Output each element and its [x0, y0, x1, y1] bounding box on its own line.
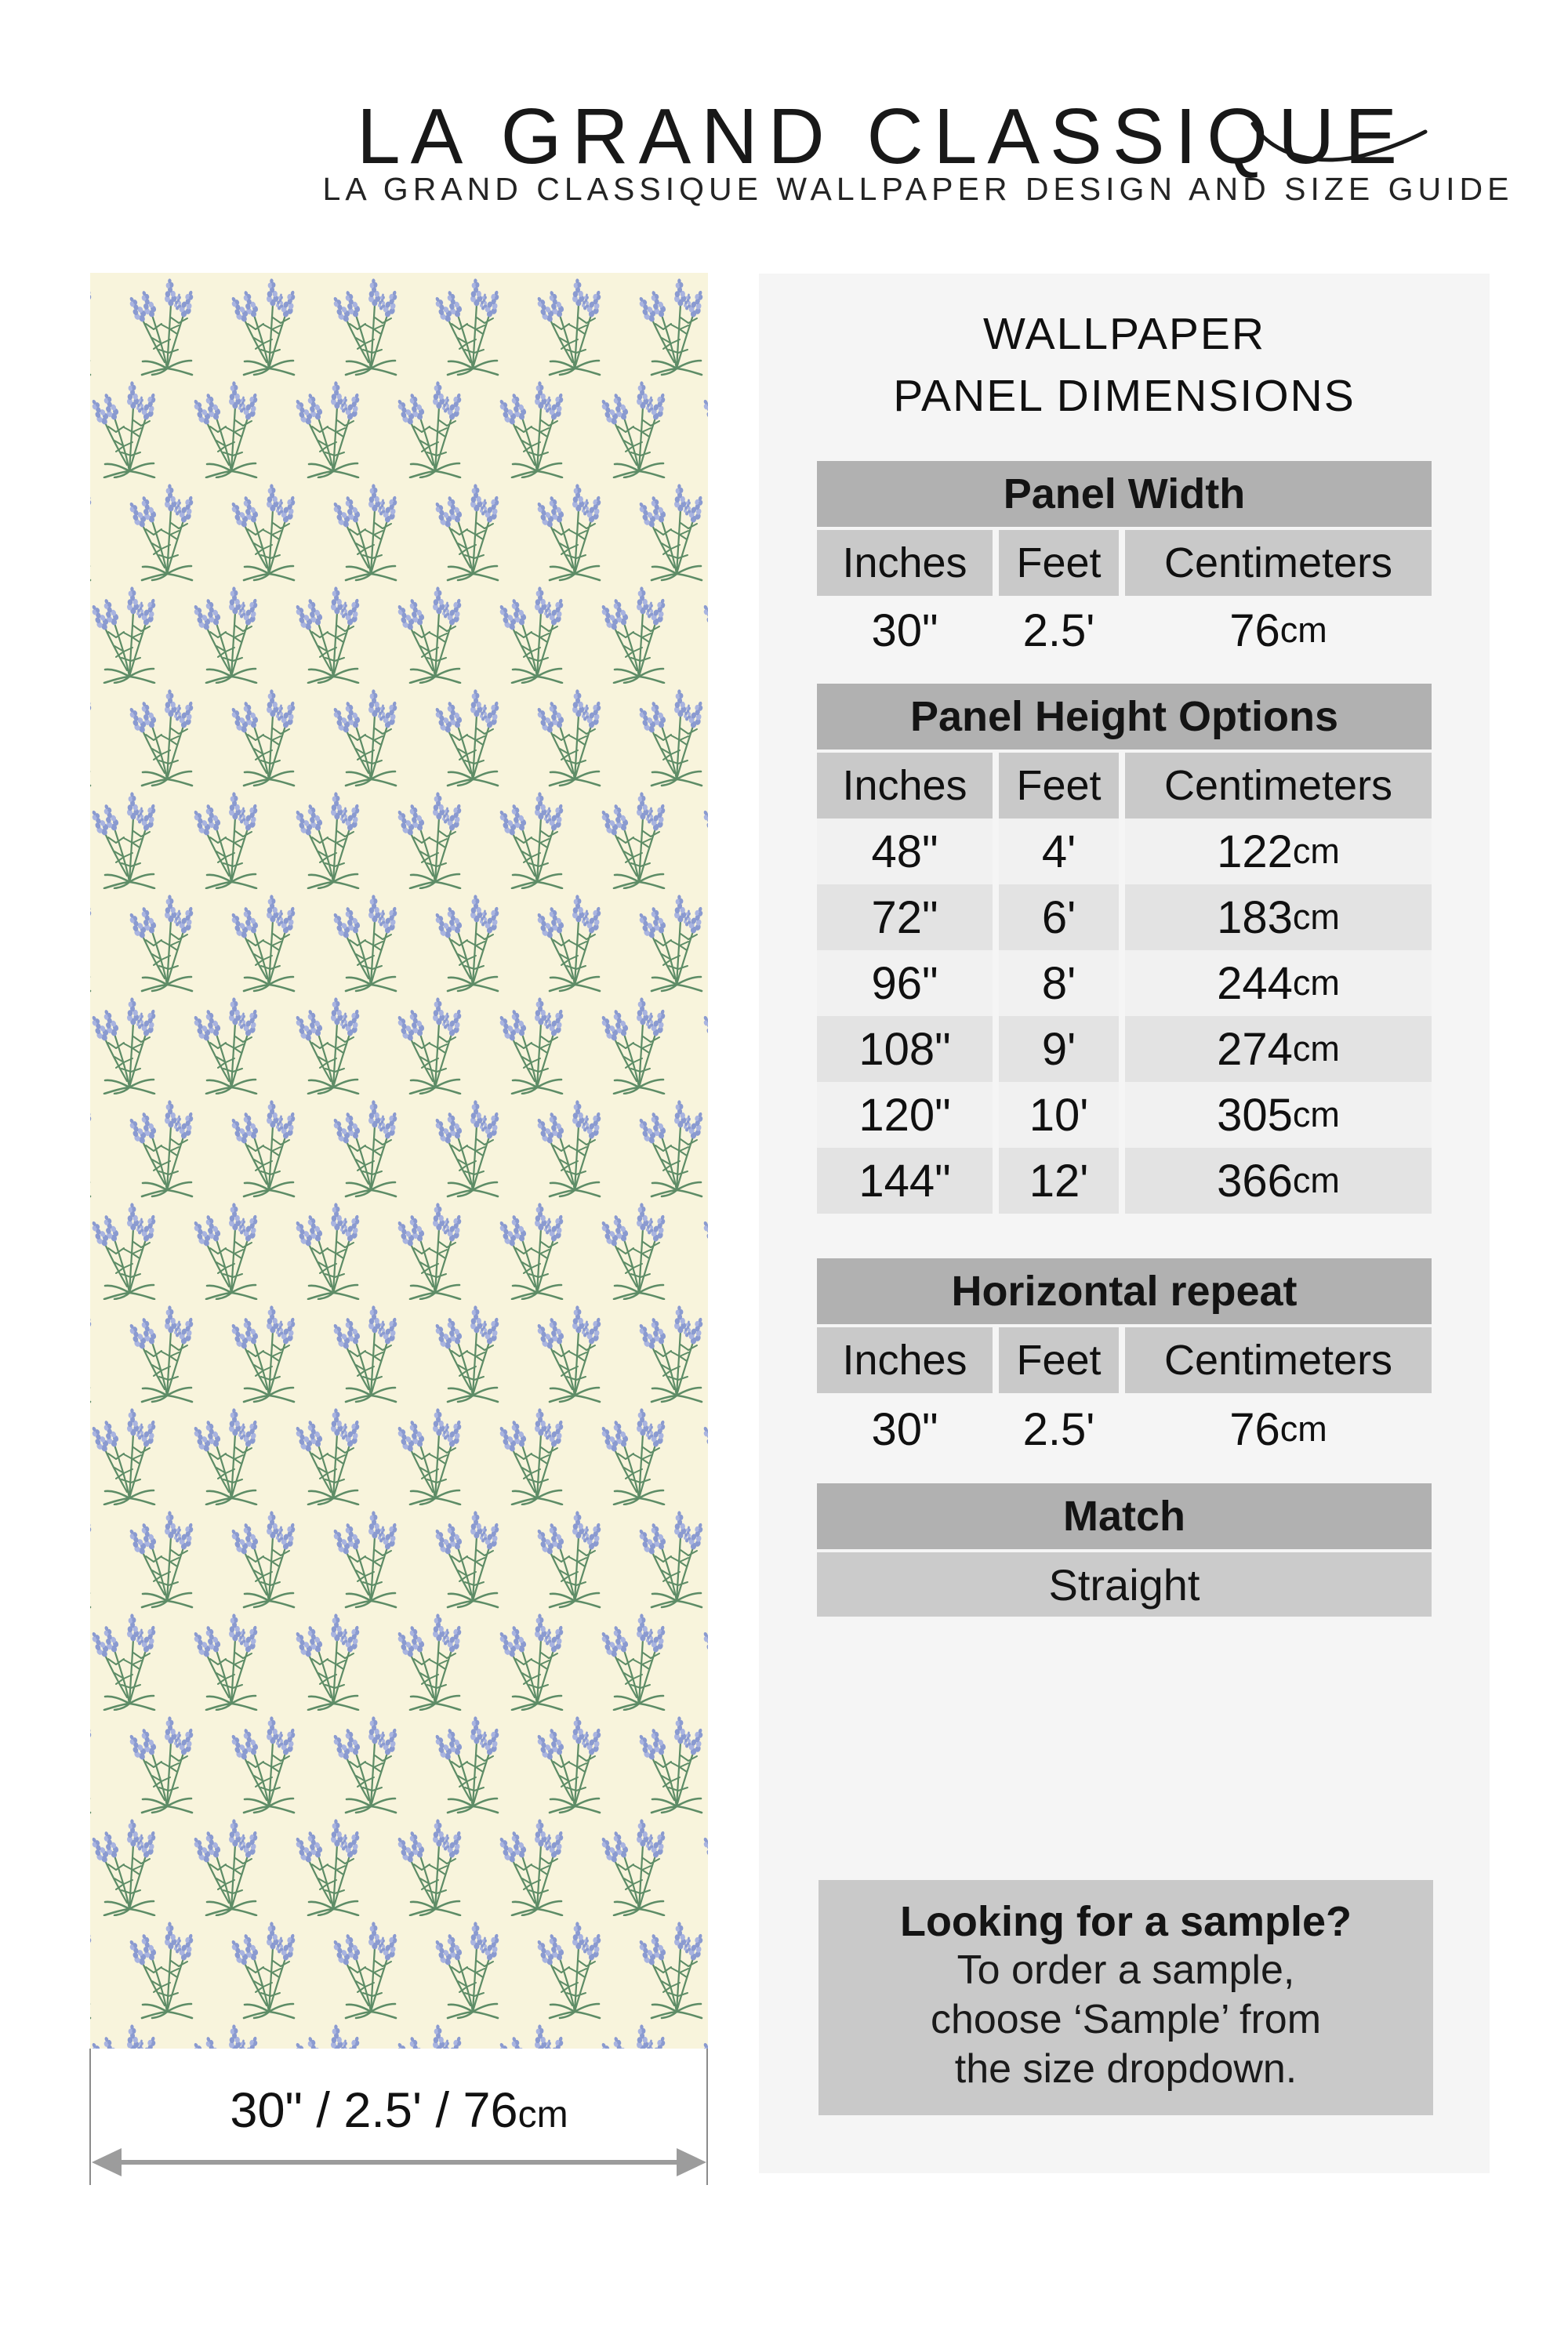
sample-body-line: To order a sample, [956, 1947, 1295, 1993]
height-option-row: 108" 9' 274 cm [817, 1016, 1432, 1082]
panel-width-dimension-label [90, 2082, 708, 2139]
horizontal-repeat-values [817, 1393, 1432, 1465]
panel-width-column-headers [817, 530, 1432, 596]
dimensions-heading [759, 303, 1490, 427]
wallpaper-panel-preview [90, 273, 708, 2049]
panel-height-title: Panel Height Options [817, 684, 1432, 750]
height-option-row: 48" 4' 122 cm [817, 818, 1432, 884]
column-header-inches: Inches [817, 1327, 993, 1393]
wallpaper-dimensions-panel [759, 274, 1490, 2173]
match-title-bar [817, 1483, 1432, 1549]
horizontal-repeat-title: Horizontal repeat [817, 1258, 1432, 1324]
panel-width-title-bar [817, 461, 1432, 527]
column-header-feet: Feet [999, 753, 1119, 818]
page-subtitle: LA GRAND CLASSIQUE WALLPAPER DESIGN AND SIZE GUIDE [322, 171, 1514, 207]
double-arrow-icon [90, 2145, 708, 2180]
panel-width-inches: 30" [871, 604, 938, 656]
column-header-centimeters: Centimeters [1125, 753, 1432, 818]
dimension-unit: cm [517, 2094, 568, 2136]
dimensions-heading-line2: PANEL DIMENSIONS [893, 371, 1356, 421]
panel-width-values [817, 594, 1432, 666]
height-option-row: 96" 8' 244 cm [817, 950, 1432, 1016]
column-header-feet: Feet [999, 530, 1119, 596]
column-header-inches: Inches [817, 530, 993, 596]
panel-width-feet: 2.5' [1022, 604, 1095, 656]
horizontal-repeat-title-bar [817, 1258, 1432, 1324]
dimensions-heading-line1: WALLPAPER [982, 309, 1266, 359]
horizontal-repeat-column-headers [817, 1327, 1432, 1393]
horizontal-repeat-inches: 30" [871, 1403, 938, 1455]
column-header-centimeters: Centimeters [1125, 1327, 1432, 1393]
page-title: LA GRAND CLASSIQUE [357, 93, 1407, 180]
match-value: Straight [817, 1552, 1432, 1617]
panel-height-title-bar [817, 684, 1432, 750]
dimension-value: 30" / 2.5' / 76 [230, 2083, 518, 2138]
column-header-feet: Feet [999, 1327, 1119, 1393]
column-header-inches: Inches [817, 753, 993, 818]
height-option-row: 72" 6' 183 cm [817, 884, 1432, 950]
lavender-pattern-image [90, 273, 708, 2049]
panel-width-title: Panel Width [817, 461, 1432, 527]
sample-body-line: choose ‘Sample’ from [930, 1997, 1322, 2042]
height-option-row: 120" 10' 305 cm [817, 1082, 1432, 1148]
sample-info-box [818, 1880, 1433, 2115]
sample-body-line: the size dropdown. [954, 2046, 1298, 2092]
panel-height-column-headers [817, 753, 1432, 818]
match-value-row [817, 1552, 1432, 1617]
horizontal-repeat-cm: 76 cm [1229, 1403, 1327, 1455]
sample-heading: Looking for a sample? [899, 1898, 1352, 1945]
match-title: Match [817, 1483, 1432, 1549]
height-option-row: 144" 12' 366 cm [817, 1148, 1432, 1214]
column-header-centimeters: Centimeters [1125, 530, 1432, 596]
panel-width-cm: 76 cm [1229, 604, 1327, 656]
horizontal-repeat-feet: 2.5' [1022, 1403, 1095, 1455]
title-q-swash [1231, 110, 1435, 180]
